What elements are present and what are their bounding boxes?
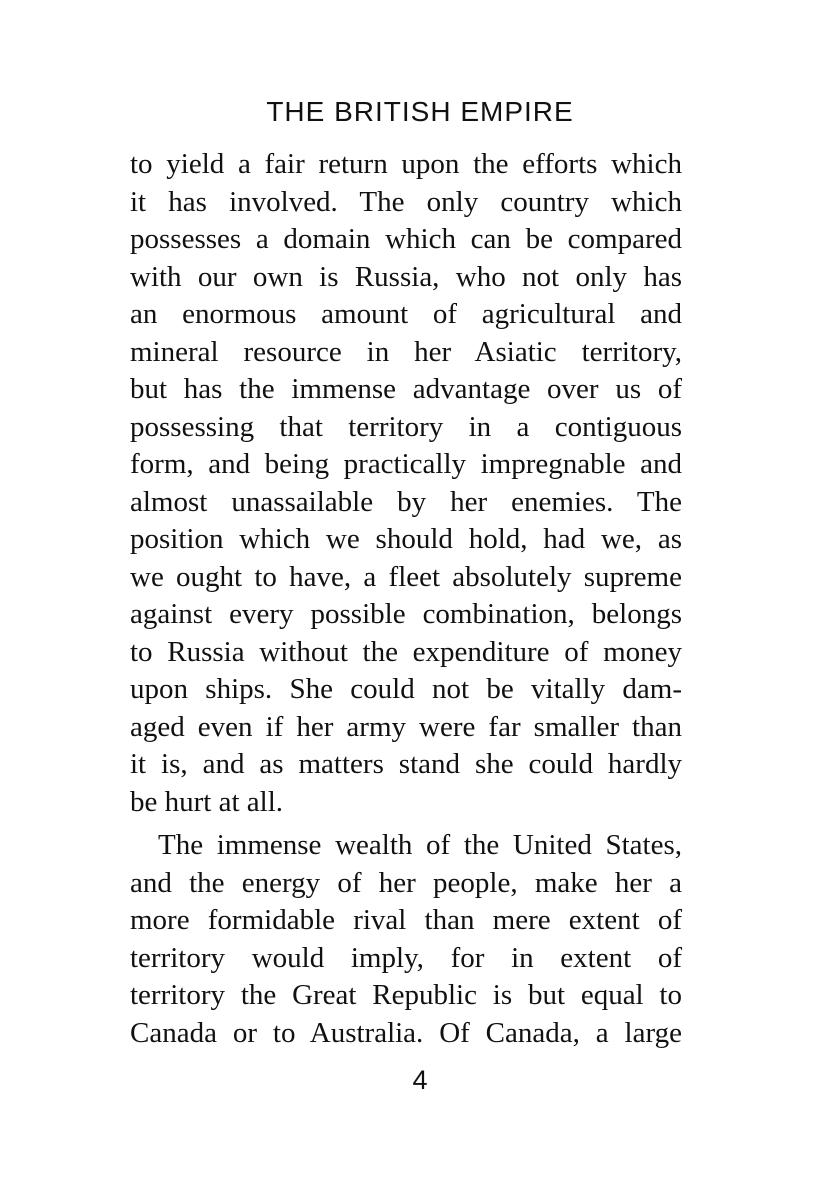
text-line: to yield a fair return upon the efforts which — [130, 148, 682, 180]
text-line: but has the immense advantage over us of — [130, 373, 682, 405]
text-line: possesses a domain which can be compared — [130, 223, 682, 255]
text-line: aged even if her army were far smaller than — [130, 710, 682, 743]
text-line: be hurt at all. — [130, 785, 284, 818]
text-line: Canada or to Australia. Of Canada, a large — [130, 1016, 682, 1049]
text-line: an enormous amount of agricultural and — [130, 298, 682, 330]
text-line: possessing that territory in a contiguous — [130, 410, 682, 443]
text-line: and the energy of her people, make her a — [130, 866, 682, 899]
text-line: almost unassailable by her enemies. The — [130, 485, 682, 518]
text-line: position which we should hold, had we, as — [130, 523, 682, 555]
text-line: against every possible combination, belongs — [130, 598, 682, 630]
running-title: THE BRITISH EMPIRE — [266, 96, 574, 127]
body-text — [130, 146, 682, 1052]
text-line: upon ships. She could not be vitally dam- — [130, 673, 682, 705]
text-line: territory would imply, for in extent of — [130, 941, 682, 974]
text-line: mineral resource in her Asiatic territory, — [130, 335, 682, 368]
paragraph-1 — [130, 146, 682, 821]
page-number: 4 — [412, 1065, 428, 1095]
paragraph-2 — [130, 827, 682, 1052]
text-line: it has involved. The only country which — [130, 185, 682, 218]
text-line: to Russia without the expenditure of money — [130, 635, 682, 668]
text-line: it is, and as matters stand she could hardly — [130, 748, 682, 780]
text-line: with our own is Russia, who not only has — [130, 260, 682, 293]
text-line: more formidable rival than mere extent of — [130, 904, 682, 936]
text-line: territory the Great Republic is but equal to — [130, 979, 682, 1011]
text-line: form, and being practically impregnable and — [130, 448, 682, 480]
text-line: we ought to have, a fleet absolutely supreme — [130, 560, 682, 593]
text-line: The immense wealth of the United States, — [158, 829, 682, 861]
